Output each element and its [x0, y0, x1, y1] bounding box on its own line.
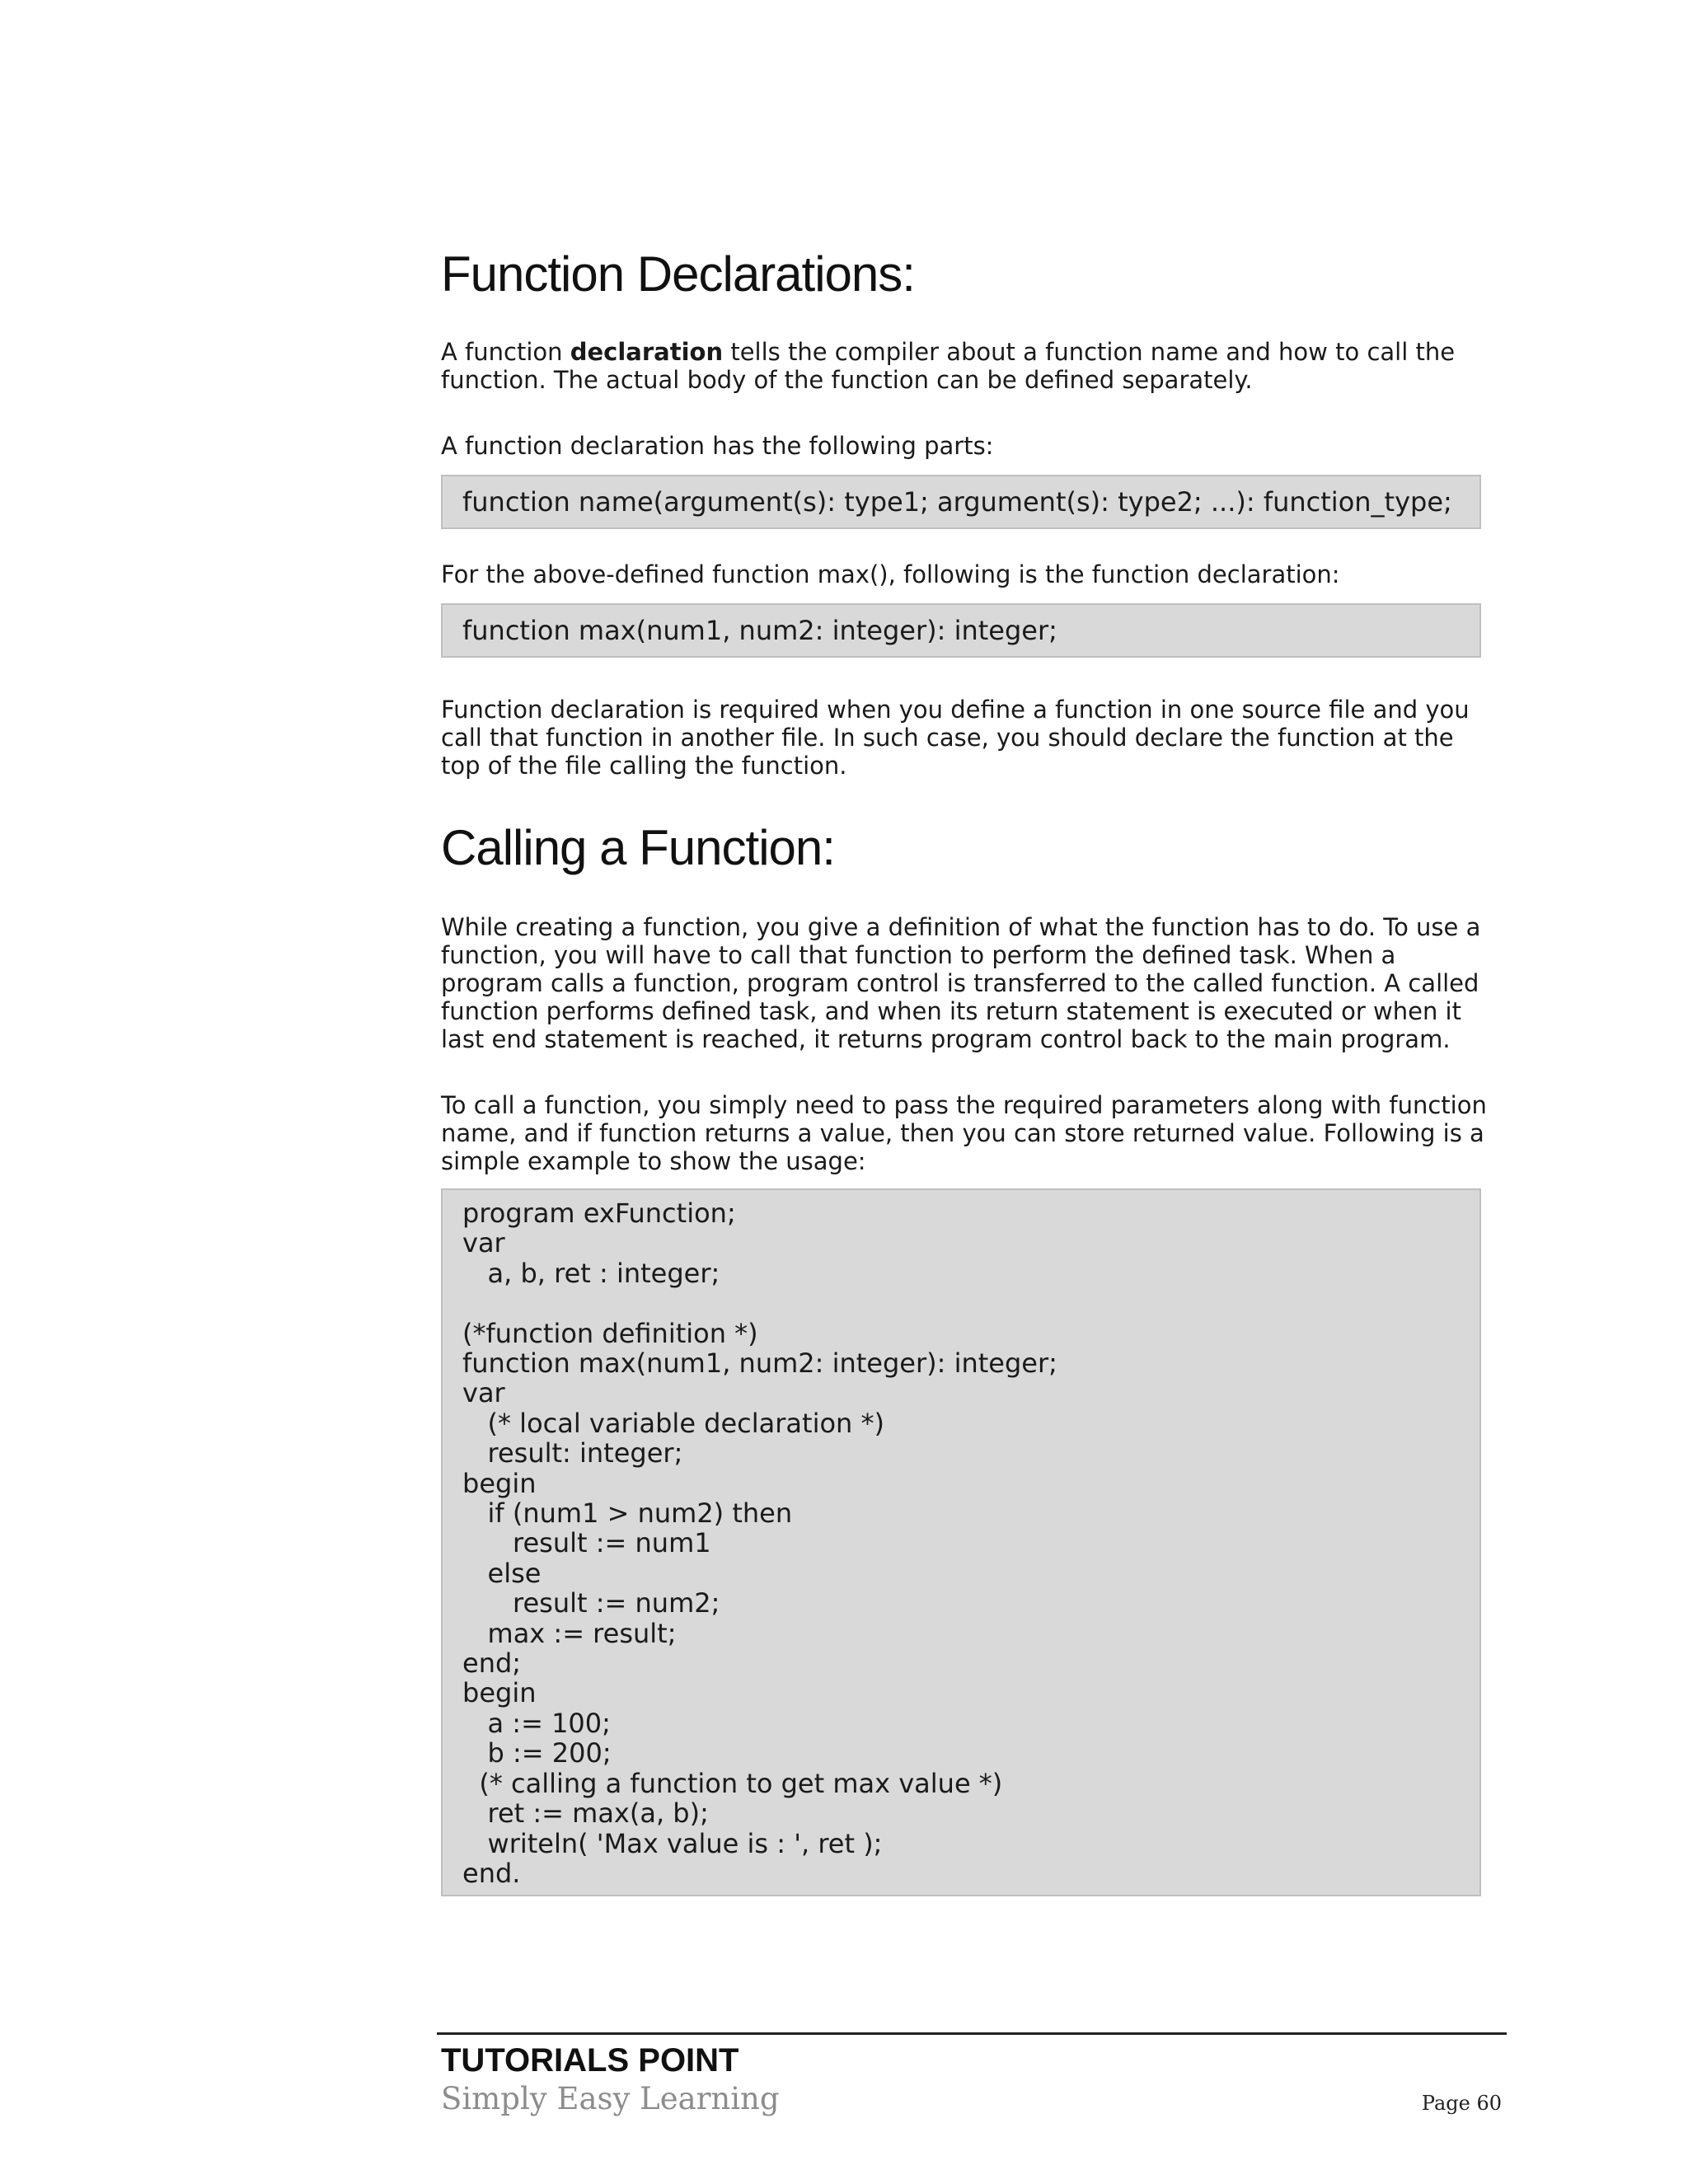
code-line: else	[462, 1557, 542, 1589]
code-line: var	[462, 1227, 505, 1259]
declaration-parts-paragraph: A function declaration has the following parts:	[441, 432, 994, 460]
footer-brand: TUTORIALS POINT	[441, 2042, 739, 2079]
code-line: function max(num1, num2: integer): integer;	[462, 1347, 1057, 1380]
footer-tagline: Simply Easy Learning	[441, 2081, 780, 2116]
section-heading-function-declarations: Function Declarations:	[441, 246, 915, 302]
code-line: ret := max(a, b);	[462, 1797, 709, 1830]
footer-divider	[437, 2032, 1507, 2035]
syntax-code-line: function name(argument(s): type1; argument(s): type2; ...): function_type;	[462, 486, 1452, 518]
section-heading-calling-a-function: Calling a Function:	[441, 820, 835, 875]
intro-bold-term: declaration	[570, 338, 724, 366]
code-line: var	[462, 1377, 505, 1409]
code-line: b := 200;	[462, 1737, 612, 1769]
code-line	[462, 1288, 1460, 1318]
code-line: a := 100;	[462, 1707, 611, 1739]
example-program-code-block	[441, 1188, 1481, 1896]
code-line: if (num1 > num2) then	[462, 1497, 793, 1530]
calling-paragraph-1: While creating a function, you give a definition of what the function has to do. To use a function, you will have to call that function to perform the defined task. When a program calls a function, program control is transferred to the called function. A called function performs defined task, and when its return statement is executed or when it last end statement is reached, it returns program control back to the main program.	[441, 913, 1481, 1053]
code-line: result := num2;	[462, 1587, 720, 1619]
code-line: result := num1	[462, 1527, 711, 1559]
calling-paragraph-2: To call a function, you simply need to pass the required parameters along with function name, and if function returns a value, then you can store returned value. Following is a simple example to show the usage:	[441, 1091, 1487, 1175]
declaration-note-paragraph: Function declaration is required when you define a function in one source file and you call that function in another file. In such case, you should declare the function at the top of the file calling the function.	[441, 696, 1470, 780]
declaration-code-line: function max(num1, num2: integer): integer;	[462, 615, 1057, 646]
code-line: (*function definition *)	[462, 1317, 758, 1349]
example-intro-paragraph: For the above-defined function max(), following is the function declaration:	[441, 560, 1340, 588]
code-line: (* local variable declaration *)	[462, 1407, 884, 1439]
code-line: writeln( 'Max value is : ', ret );	[462, 1827, 883, 1859]
code-line: end;	[462, 1647, 522, 1680]
code-line: max := result;	[462, 1617, 677, 1649]
code-line: a, b, ret : integer;	[462, 1257, 720, 1289]
code-line: result: integer;	[462, 1437, 683, 1469]
code-line: begin	[462, 1467, 537, 1499]
page-content	[441, 247, 1496, 1896]
code-line: begin	[462, 1677, 537, 1709]
declaration-intro-paragraph	[441, 338, 1496, 394]
intro-text-end: tells the compiler about a function name and how to call the function. The actual body of the function can be defined separately.	[441, 338, 1456, 394]
code-line: (* calling a function to get max value *)	[462, 1767, 1003, 1799]
intro-text-start: A function	[441, 338, 570, 366]
syntax-code-block	[441, 475, 1481, 529]
page-number: Page 60	[1421, 2092, 1502, 2115]
declaration-code-block	[441, 603, 1481, 658]
code-line: end.	[462, 1857, 521, 1889]
code-line: program exFunction;	[462, 1197, 736, 1229]
